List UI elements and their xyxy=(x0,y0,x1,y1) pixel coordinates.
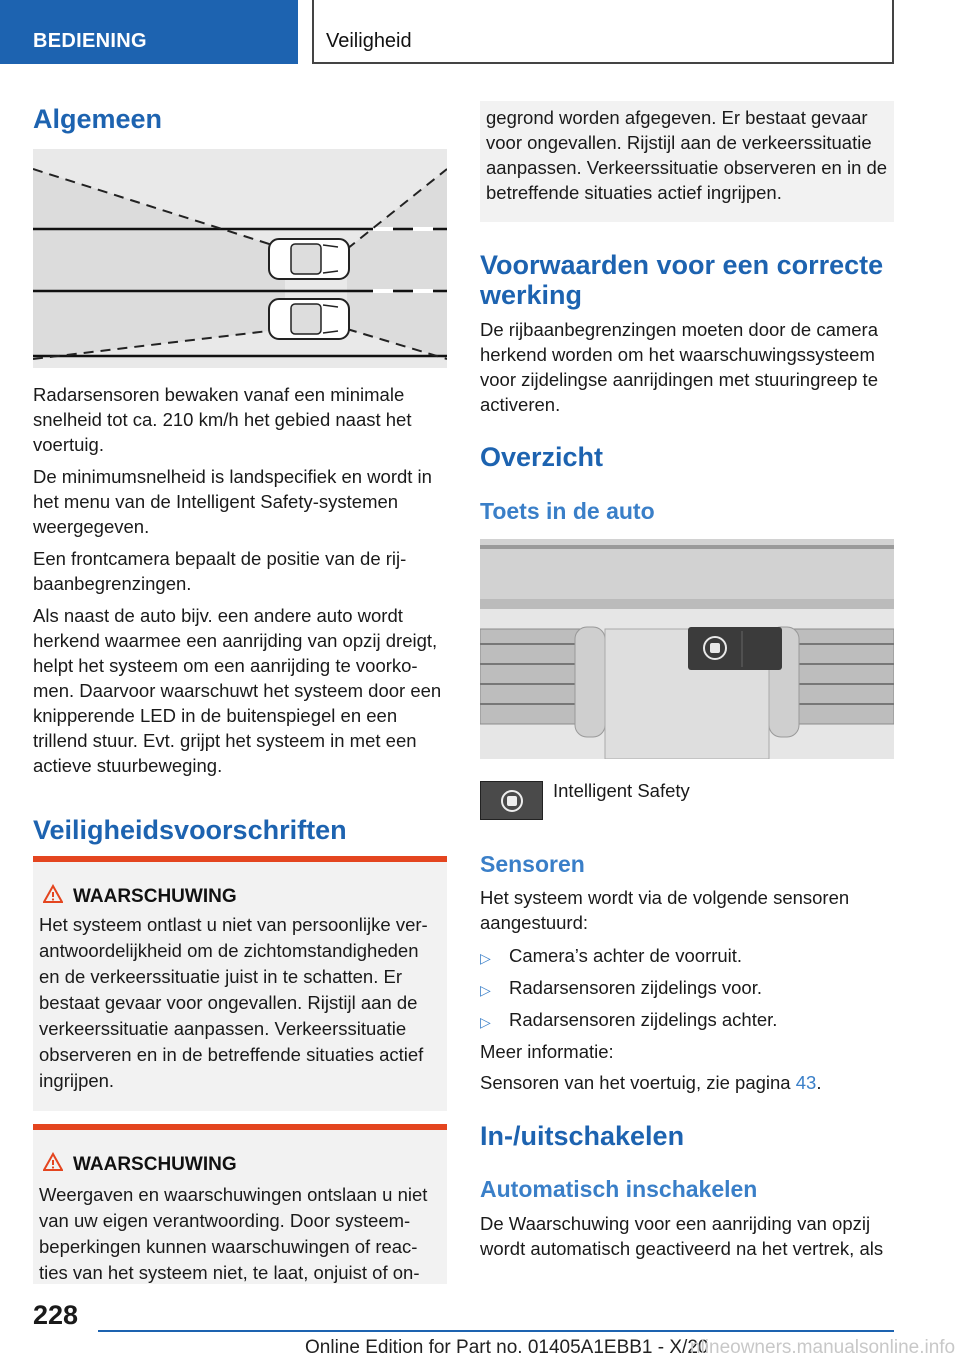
heading-safety: Veiligheidsvoorschriften xyxy=(33,815,347,845)
more-info-label: Meer informatie: xyxy=(480,1041,614,1062)
warning-box-1 xyxy=(33,856,447,1111)
paragraph-warning-behaviour: Als naast de auto bijv. een andere auto wordt herkend waarmee een aanrijding van opzij dreigt, helpt het systeem om een aanrijding te voorko-men. Daarvoor waarschuwt het systeem door een knipperende LED in de buitenspiegel en een trillend stuur. Evt. grijpt het systeem in met een actieve stuurbeweging. xyxy=(33,605,442,776)
heading-auto: Automatisch inschakelen xyxy=(480,1176,758,1202)
paragraph-camera: Een frontcamera bepaalt de positie van de rij-baanbegrenzingen. xyxy=(33,548,407,594)
warning-bar xyxy=(33,1124,447,1130)
paragraph-min-speed: De minimumsnelheid is landspecifiek en wordt in het menu van de Intelligent Safety-systemen weergegeven. xyxy=(33,466,432,537)
section-tab xyxy=(0,0,298,64)
lane-diagram-illustration xyxy=(33,149,447,368)
section-label: BEDIENING xyxy=(33,30,147,52)
heading-conditions: Voorwaarden voor een correcte werking xyxy=(480,250,884,310)
footer-divider xyxy=(98,1330,894,1332)
car-bottom-icon xyxy=(269,299,349,339)
bullet-triangle-icon: ▷ xyxy=(480,1014,491,1030)
footer-watermark: nlineowners.manualsonline.info xyxy=(690,1337,956,1358)
more-info-reference: Sensoren van het voertuig, zie pagina 43. xyxy=(480,1072,822,1093)
page-link[interactable]: 43 xyxy=(795,1072,817,1093)
car-top-icon xyxy=(269,239,349,279)
paragraph-radar: Radarsensoren bewaken vanaf een minimale snelheid tot ca. 210 km/h het gebied naast het voertuig. xyxy=(33,384,412,455)
warning-box-2 xyxy=(33,1124,447,1284)
warning-triangle-icon xyxy=(43,884,63,904)
warning-text: Weergaven en waarschuwingen ontslaan u niet van uw eigen verantwoording. Door systeem-beperkingen kunnen waarschuwingen of reac-ties van het systeem niet, te laat, onjuist of on- xyxy=(39,1184,428,1283)
chapter-header xyxy=(312,0,894,64)
warning-title: WAARSCHUWING xyxy=(73,886,237,907)
dashboard-illustration xyxy=(480,539,894,759)
warning-continuation-box xyxy=(480,101,894,222)
bullet-triangle-icon: ▷ xyxy=(480,950,491,966)
paragraph-auto: De Waarschuwing voor een aanrijding van opzij wordt automatisch geactiveerd na het vertrek, als xyxy=(480,1213,884,1259)
paragraph-sensors-intro: Het systeem wordt via de volgende sensoren aangestuurd: xyxy=(480,887,850,933)
warning-continuation-text: gegrond worden afgegeven. Er bestaat gevaar voor ongevallen. Rijstijl aan de verkeerssituatie aanpassen. Verkeerssituatie observeren en in de betreffende situaties actief ingrijpen. xyxy=(486,107,888,203)
dashboard-button-figure xyxy=(480,539,894,759)
warning-triangle-icon xyxy=(43,1152,63,1172)
lane-diagram-figure xyxy=(33,149,447,368)
heading-button: Toets in de auto xyxy=(480,498,655,524)
chapter-title: Veiligheid xyxy=(326,30,412,52)
heading-onoff: In-/uitschakelen xyxy=(480,1121,685,1151)
heading-general: Algemeen xyxy=(33,104,163,134)
page-number: 228 xyxy=(33,1300,79,1330)
heading-sensors: Sensoren xyxy=(480,851,585,877)
heading-overview: Overzicht xyxy=(480,442,604,472)
warning-bar xyxy=(33,856,447,862)
warning-text: Het systeem ontlast u niet van persoonlijke ver-antwoordelijkheid om de zichtomstandigheden en de verkeerssituatie juist in te schatten. Er bestaat gevaar voor ongevallen. Rijstijl aan de verkeerssituatie aanpassen. Verkeerssituatie observeren en in de betreffende situaties actief ingrijpen. xyxy=(39,914,428,1091)
footer-edition: Online Edition for Part no. 01405A1EBB1 - X/20 xyxy=(305,1337,709,1358)
intelligent-safety-button-icon xyxy=(480,781,543,820)
button-label: Intelligent Safety xyxy=(553,780,690,801)
warning-title: WAARSCHUWING xyxy=(73,1154,237,1175)
paragraph-conditions: De rijbaanbegrenzingen moeten door de camera herkend worden om het waarschuwingssysteem voor zijdelingse aanrijdingen met stuuringreep te activeren. xyxy=(480,319,879,415)
bullet-triangle-icon: ▷ xyxy=(480,982,491,998)
